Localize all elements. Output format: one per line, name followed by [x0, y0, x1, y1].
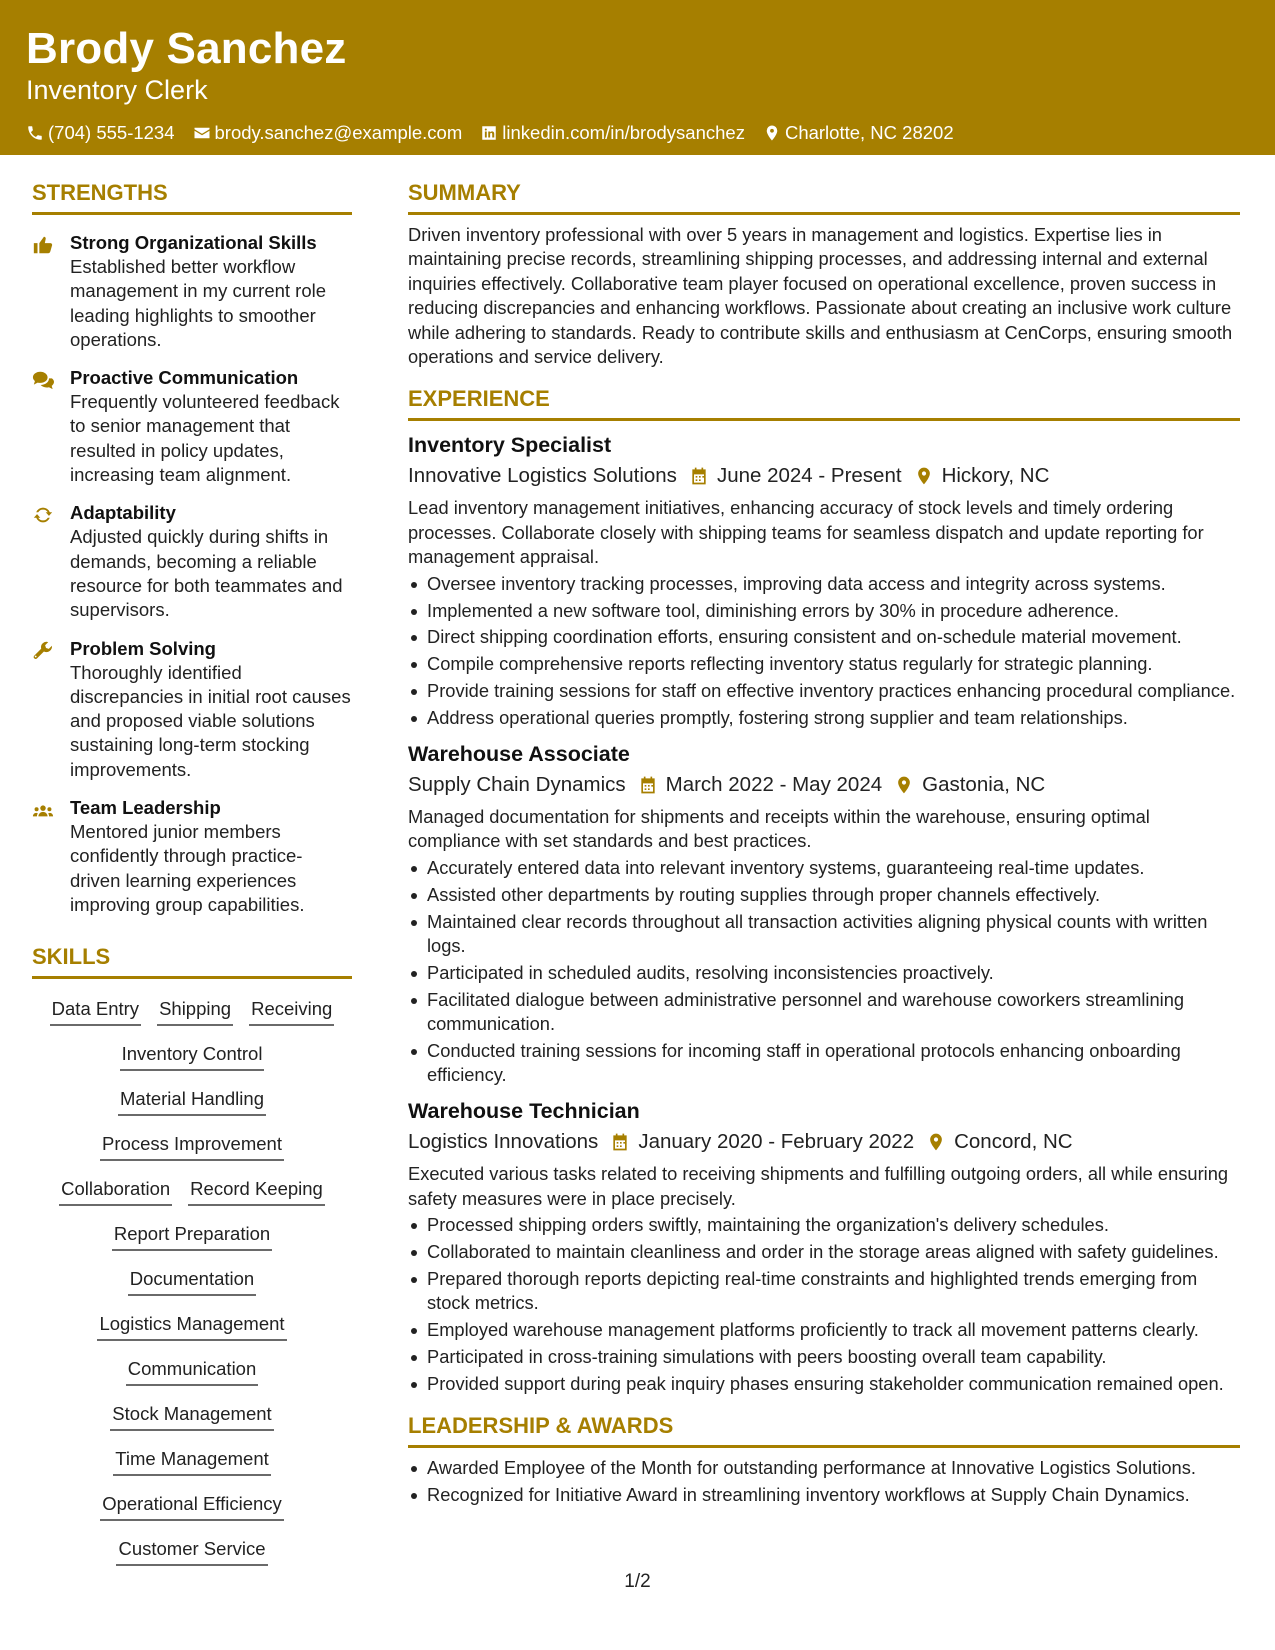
map-marker-icon — [914, 466, 934, 486]
award-item: Recognized for Initiative Award in streamlining inventory workflows at Supply Chain Dynamics. — [408, 1483, 1240, 1507]
job-location: Hickory, NC — [941, 464, 1050, 488]
job-description: Lead inventory management initiatives, enhancing accuracy of stock levels and timely ordering processes. Collaborate closely with shipping teams for seamless dispatch and update reporting for management appraisal. — [408, 497, 1204, 568]
strength-desc: Mentored junior members confidently through practice-driven learning experiences improving group capabilities. — [70, 821, 305, 915]
job-description: Executed various tasks related to receiving shipments and fulfilling outgoing orders, all while ensuring safety measures were in place precisely. — [408, 1163, 1229, 1209]
job-entry — [408, 431, 1240, 730]
skills-list — [32, 989, 352, 1574]
strength-title: Proactive Communication — [70, 367, 299, 389]
contact-location — [763, 122, 954, 144]
bullet-item: Assisted other departments by routing supplies through proper channels effectively. — [408, 883, 1240, 907]
strength-item — [32, 231, 352, 352]
bullet-item: Compile comprehensive reports reflecting inventory status regularly for strategic planning. — [408, 652, 1240, 676]
linkedin-text: linkedin.com/in/brodysanchez — [502, 122, 745, 143]
users-icon — [32, 799, 54, 821]
bullet-item: Participated in cross-training simulations with peers boosting overall team capability. — [408, 1345, 1240, 1369]
thumbs-up-icon — [32, 234, 54, 256]
skill-tag: Inventory Control — [120, 1040, 265, 1071]
job-bullets — [408, 572, 1240, 730]
job-meta — [408, 1128, 1240, 1156]
bullet-item: Facilitated dialogue between administrative personnel and warehouse coworkers streamlining communication. — [408, 988, 1240, 1037]
skill-tag: Shipping — [157, 995, 233, 1026]
page-number: 1/2 — [624, 1571, 651, 1592]
skill-tag: Customer Service — [116, 1535, 267, 1566]
strength-title: Strong Organizational Skills — [70, 232, 317, 253]
bullet-item: Participated in scheduled audits, resolving inconsistencies proactively. — [408, 961, 1240, 985]
strength-title: Team Leadership — [70, 797, 221, 819]
bullet-item: Provided support during peak inquiry phases ensuring stakeholder communication remained open. — [408, 1372, 1240, 1396]
skill-tag: Time Management — [113, 1445, 271, 1476]
job-entry — [408, 740, 1240, 1087]
job-dates: January 2020 - February 2022 — [638, 1130, 915, 1154]
map-marker-icon — [894, 775, 914, 795]
contact-email[interactable] — [193, 122, 463, 144]
candidate-name: Brody Sanchez — [26, 24, 347, 73]
job-meta — [408, 462, 1240, 490]
job-title: Warehouse Technician — [408, 1099, 640, 1124]
sync-icon — [32, 504, 54, 526]
bullet-item: Provide training sessions for staff on effective inventory practices enhancing procedural compliance. — [408, 679, 1240, 703]
strength-item — [32, 796, 352, 917]
skill-tag: Logistics Management — [97, 1310, 286, 1341]
strengths-list — [32, 231, 352, 917]
strength-title: Adaptability — [70, 502, 176, 524]
job-dates: March 2022 - May 2024 — [665, 773, 883, 797]
job-company: Supply Chain Dynamics — [408, 773, 626, 797]
skill-tag: Stock Management — [110, 1400, 273, 1431]
bullet-item: Prepared thorough reports depicting real-time constraints and highlighted trends emerging from stock metrics. — [408, 1267, 1240, 1316]
email-text: brody.sanchez@example.com — [214, 122, 463, 143]
job-dates: June 2024 - Present — [716, 464, 902, 488]
phone-text: (704) 555-1234 — [48, 122, 175, 143]
skill-tag: Collaboration — [59, 1175, 172, 1206]
bullet-item: Implemented a new software tool, diminishing errors by 30% in procedure adherence. — [408, 599, 1240, 623]
map-marker-icon — [926, 1132, 946, 1152]
awards-list — [408, 1456, 1240, 1507]
job-title: Inventory Specialist — [408, 433, 612, 458]
summary-heading: SUMMARY — [408, 179, 1240, 215]
linkedin-icon — [480, 124, 498, 142]
award-item: Awarded Employee of the Month for outstanding performance at Innovative Logistics Solutions. — [408, 1456, 1240, 1480]
strength-desc: Thoroughly identified discrepancies in initial root causes and proposed viable solutions sustaining long-term stocking improvements. — [70, 661, 351, 780]
strength-item — [32, 637, 352, 782]
skill-tag: Material Handling — [118, 1085, 266, 1116]
phone-icon — [26, 124, 44, 142]
bullet-item: Maintained clear records throughout all transaction activities aligning physical counts with written logs. — [408, 910, 1240, 959]
job-entry — [408, 1097, 1240, 1396]
job-location: Gastonia, NC — [922, 773, 1046, 797]
envelope-icon — [193, 124, 211, 142]
skills-heading: SKILLS — [32, 943, 352, 979]
summary-text: Driven inventory professional with over 5 years in management and logistics. Expertise lies in maintaining precise records, streamlining shipping processes, and addressing internal and external inquiries effectively. Collaborative team player focused on operational excellence, proven success in reducing discrepancies and enhancing workflows. Passionate about creating an inclusive work culture while adhering to standards. Ready to contribute skills and enthusiasm at CenCorps, ensuring smooth operations and service delivery. — [408, 224, 1233, 368]
contact-linkedin[interactable] — [480, 122, 745, 144]
skill-tag: Receiving — [249, 995, 334, 1026]
skill-tag: Operational Efficiency — [100, 1490, 284, 1521]
job-bullets — [408, 1213, 1240, 1396]
bullet-item: Oversee inventory tracking processes, improving data access and integrity across systems. — [408, 572, 1240, 596]
job-company: Logistics Innovations — [408, 1130, 599, 1154]
bullet-item: Processed shipping orders swiftly, maintaining the organization's delivery schedules. — [408, 1213, 1240, 1237]
awards-heading: LEADERSHIP & AWARDS — [408, 1412, 1240, 1448]
strength-desc: Adjusted quickly during shifts in demands, becoming a reliable resource for both teammates and supervisors. — [70, 526, 343, 621]
job-company: Innovative Logistics Solutions — [408, 464, 677, 488]
resume-header — [0, 0, 1275, 155]
skill-tag: Communication — [126, 1355, 259, 1386]
strength-desc: Frequently volunteered feedback to senior management that resulted in policy updates, increasing team alignment. — [70, 391, 340, 486]
bullet-item: Address operational queries promptly, fostering strong supplier and team relationships. — [408, 706, 1240, 730]
bullet-item: Direct shipping coordination efforts, ensuring consistent and on-schedule material movement. — [408, 625, 1240, 649]
skill-tag: Report Preparation — [112, 1220, 272, 1251]
bullet-item: Collaborated to maintain cleanliness and order in the storage areas aligned with safety guidelines. — [408, 1240, 1240, 1264]
map-marker-icon — [763, 124, 781, 142]
contact-phone[interactable] — [26, 122, 175, 144]
comments-icon — [32, 369, 54, 391]
bullet-item: Accurately entered data into relevant inventory systems, guaranteeing real-time updates. — [408, 856, 1240, 880]
skill-tag: Record Keeping — [188, 1175, 325, 1206]
job-title: Warehouse Associate — [408, 742, 630, 767]
right-column — [408, 155, 1240, 1507]
strength-desc: Established better workflow management in my current role leading highlights to smoother operations. — [70, 256, 327, 350]
job-meta — [408, 771, 1240, 799]
strengths-heading: STRENGTHS — [32, 179, 352, 215]
calendar-icon — [689, 466, 709, 486]
job-location: Concord, NC — [954, 1130, 1073, 1154]
candidate-role: Inventory Clerk — [26, 75, 208, 105]
calendar-icon — [638, 775, 658, 795]
experience-heading: EXPERIENCE — [408, 385, 1240, 421]
wrench-icon — [32, 640, 54, 662]
contact-bar — [26, 122, 1249, 144]
skill-tag: Data Entry — [50, 995, 141, 1026]
strength-item — [32, 501, 352, 622]
strength-item — [32, 366, 352, 487]
calendar-icon — [610, 1132, 630, 1152]
bullet-item: Conducted training sessions for incoming staff in operational protocols enhancing onboarding efficiency. — [408, 1039, 1240, 1088]
strength-title: Problem Solving — [70, 637, 216, 659]
location-text: Charlotte, NC 28202 — [784, 122, 954, 143]
skill-tag: Documentation — [128, 1265, 256, 1296]
bullet-item: Employed warehouse management platforms proficiently to track all movement patterns clearly. — [408, 1318, 1240, 1342]
left-column — [32, 155, 352, 1574]
skill-tag: Process Improvement — [100, 1130, 284, 1161]
job-description: Managed documentation for shipments and receipts within the warehouse, ensuring optimal compliance with set standards and best practices. — [408, 806, 1150, 852]
job-bullets — [408, 856, 1240, 1087]
